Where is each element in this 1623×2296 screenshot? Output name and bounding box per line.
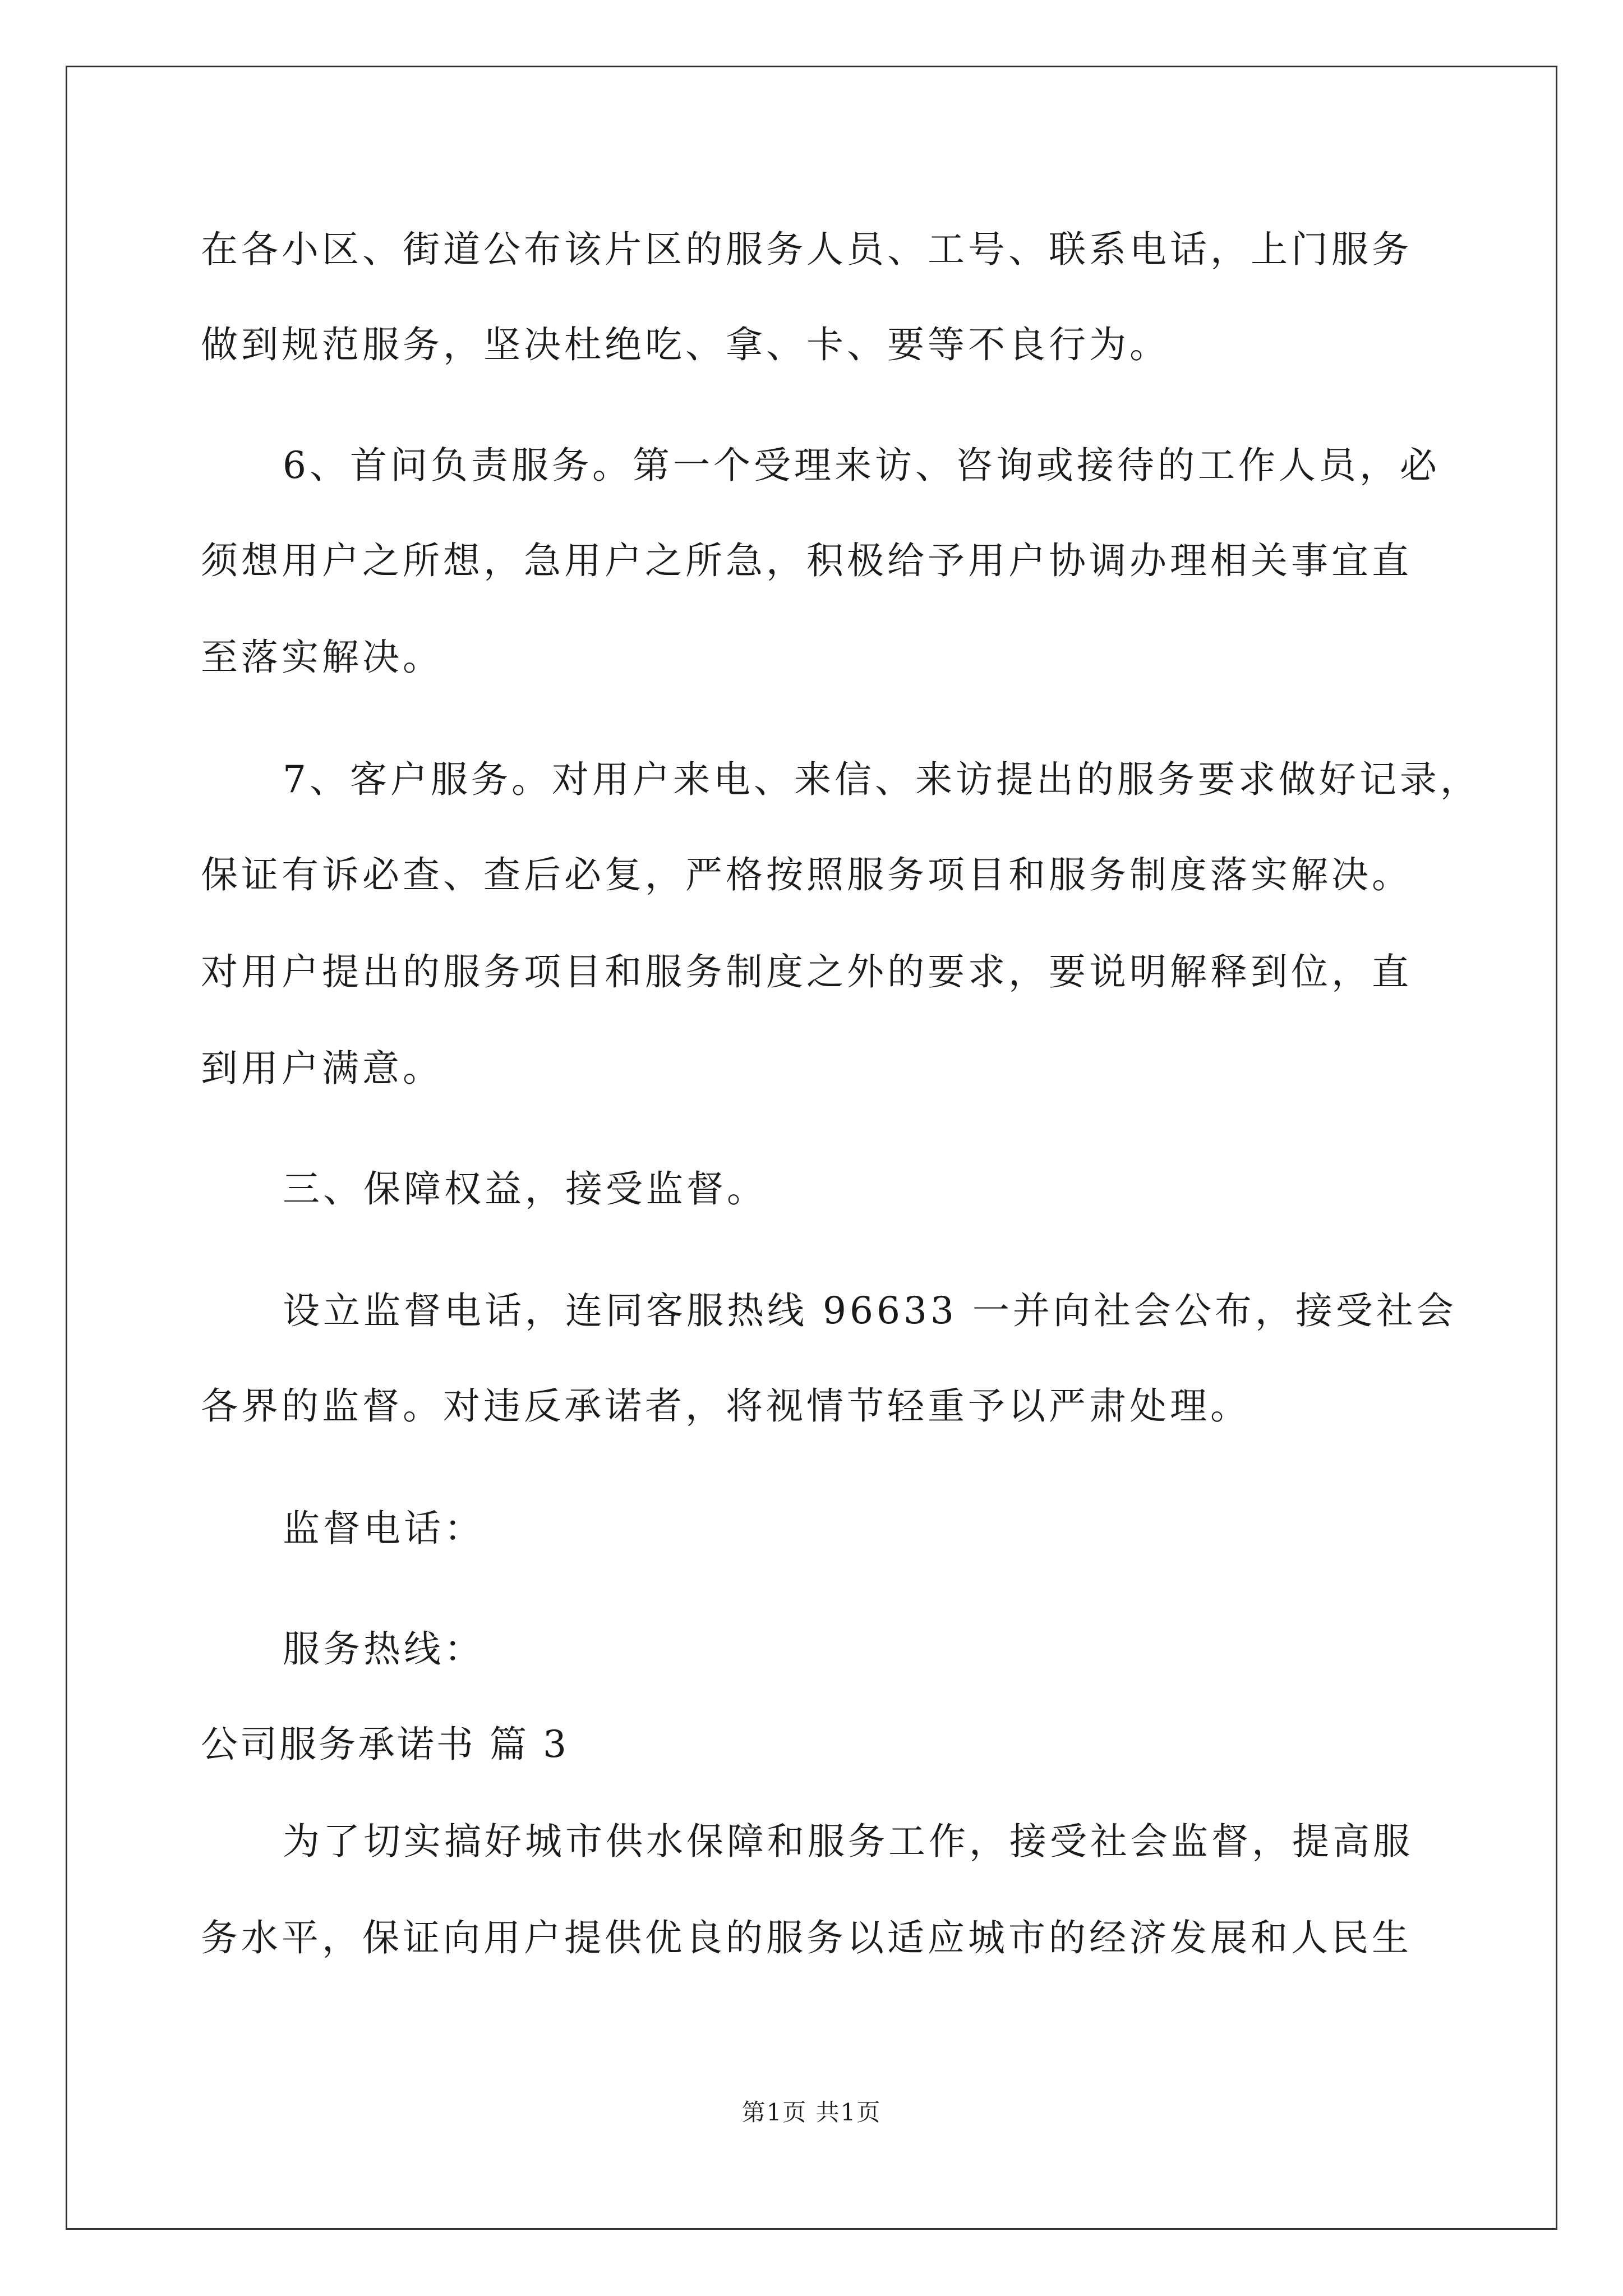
body-line-12: 各界的监督。对违反承诺者，将视情节轻重予以严肃处理。	[201, 1384, 1251, 1428]
body-line-4: 须想用户之所想，急用户之所急，积极给予用户协调办理相关事宜直	[201, 539, 1412, 582]
body-line-3: 6、首问负责服务。第一个受理来访、咨询或接待的工作人员，必	[283, 444, 1440, 487]
page-footer: 第1页 共1页	[741, 2099, 882, 2126]
article-title: 公司服务承诺书 篇 3	[201, 1723, 569, 1766]
body-line-1: 在各小区、街道公布该片区的服务人员、工号、联系电话，上门服务	[201, 228, 1412, 271]
page-border	[66, 66, 1557, 2230]
body-line-5: 至落实解决。	[201, 636, 443, 679]
body-line-9: 到用户满意。	[201, 1047, 443, 1090]
body-line-7: 保证有诉必查、查后必复，严格按照服务项目和服务制度落实解决。	[201, 853, 1412, 896]
body-line-8: 对用户提出的服务项目和服务制度之外的要求，要说明解释到位，直	[201, 950, 1412, 993]
body-line-6: 7、客户服务。对用户来电、来信、来访提出的服务要求做好记录，	[283, 758, 1481, 801]
service-hotline-label: 服务热线：	[283, 1627, 485, 1671]
body-line-17: 务水平，保证向用户提供优良的服务以适应城市的经济发展和人民生	[201, 1916, 1412, 1959]
section-heading: 三、保障权益，接受监督。	[283, 1167, 767, 1211]
body-line-16: 为了切实搞好城市供水保障和服务工作，接受社会监督，提高服	[283, 1820, 1413, 1863]
supervision-phone-label: 监督电话：	[283, 1507, 485, 1550]
body-line-11: 设立监督电话，连同客服热线 96633 一并向社会公布，接受社会	[283, 1289, 1457, 1332]
body-line-2: 做到规范服务，坚决杜绝吃、拿、卡、要等不良行为。	[201, 323, 1170, 366]
